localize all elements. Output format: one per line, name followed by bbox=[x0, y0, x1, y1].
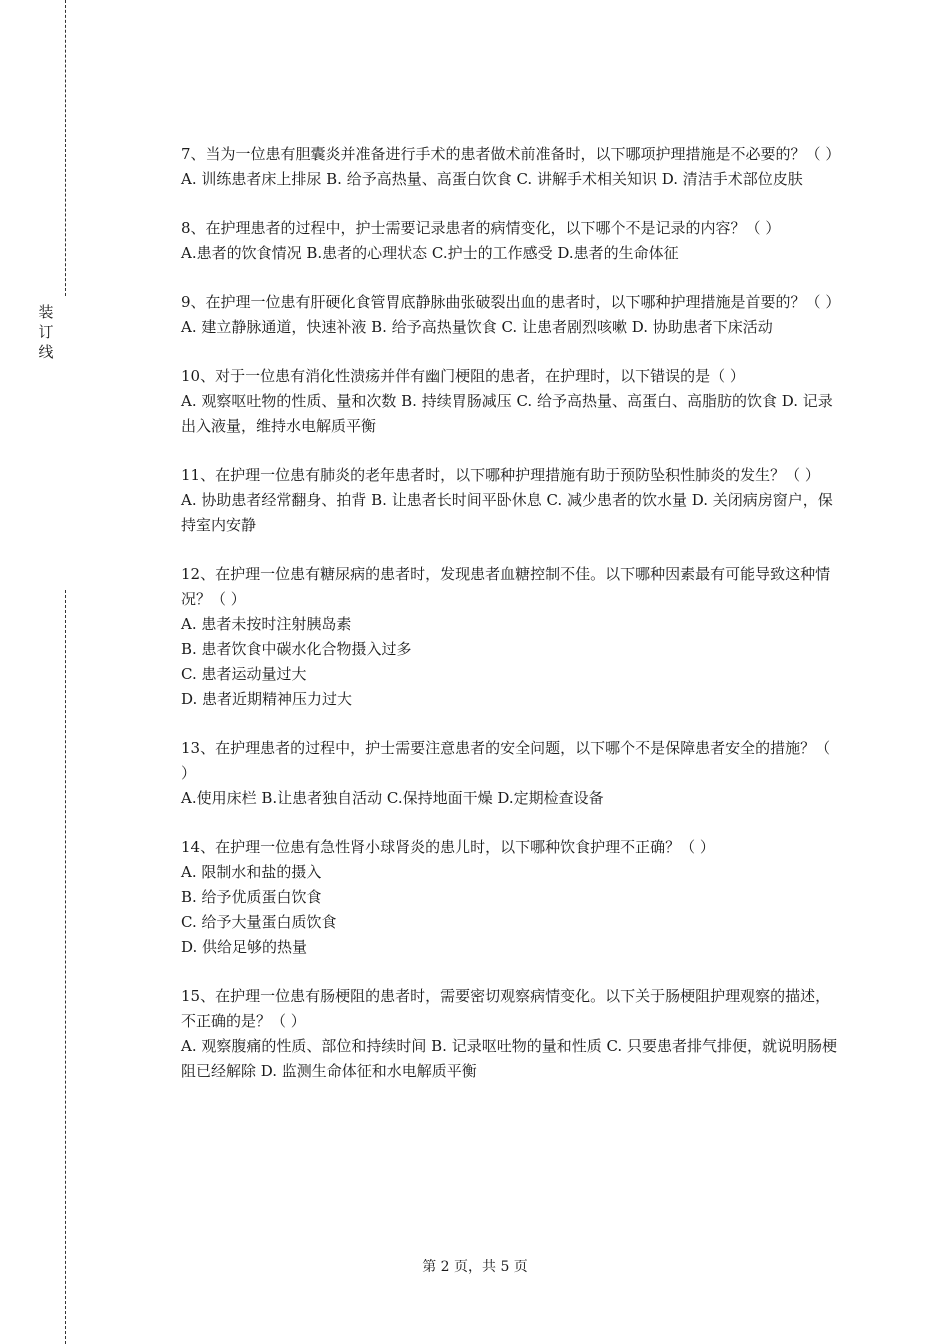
question-options: A. 观察呕吐物的性质、量和次数 B. 持续胃肠减压 C. 给予高热量、高蛋白、高脂肪的饮食 D. 记录出入液量，维持水电解质平衡 bbox=[181, 392, 833, 435]
question-14 bbox=[181, 835, 841, 960]
page-footer: 第 2 页，共 5 页 bbox=[422, 1259, 528, 1275]
question-stem: 15、在护理一位患有肠梗阻的患者时，需要密切观察病情变化。以下关于肠梗阻护理观察的描述，不正确的是？（ ） bbox=[181, 987, 831, 1030]
question-list bbox=[181, 142, 841, 1108]
question-12 bbox=[181, 562, 841, 712]
question-8 bbox=[181, 216, 841, 266]
binding-dashed-line-bottom bbox=[65, 590, 66, 1344]
question-options: A.患者的饮食情况 B.患者的心理状态 C.护士的工作感受 D.患者的生命体征 bbox=[181, 244, 679, 262]
question-15 bbox=[181, 984, 841, 1084]
question-10 bbox=[181, 364, 841, 439]
question-option-a: A. 患者未按时注射胰岛素 bbox=[181, 615, 352, 633]
binding-label-char: 订 bbox=[38, 323, 54, 341]
question-options: A.使用床栏 B.让患者独自活动 C.保持地面干燥 D.定期检查设备 bbox=[181, 789, 604, 807]
question-options: A. 训练患者床上排尿 B. 给予高热量、高蛋白饮食 C. 讲解手术相关知识 D. 清洁手术部位皮肤 bbox=[181, 170, 803, 188]
question-option-d: D. 患者近期精神压力过大 bbox=[181, 690, 353, 708]
question-option-b: B. 患者饮食中碳水化合物摄入过多 bbox=[181, 640, 412, 658]
question-9 bbox=[181, 290, 841, 340]
question-options: A. 观察腹痛的性质、部位和持续时间 B. 记录呕吐物的量和性质 C. 只要患者排气排便，就说明肠梗阻已经解除 D. 监测生命体征和水电解质平衡 bbox=[181, 1037, 837, 1080]
question-option-c: C. 患者运动量过大 bbox=[181, 665, 307, 683]
question-stem: 13、在护理患者的过程中，护士需要注意患者的安全问题，以下哪个不是保障患者安全的措施？（ ） bbox=[181, 739, 831, 782]
question-11 bbox=[181, 463, 841, 538]
question-option-c: C. 给予大量蛋白质饮食 bbox=[181, 913, 337, 931]
question-options: A. 建立静脉通道，快速补液 B. 给予高热量饮食 C. 让患者剧烈咳嗽 D. 协助患者下床活动 bbox=[181, 318, 773, 336]
binding-label-char: 线 bbox=[38, 343, 54, 361]
question-stem: 9、在护理一位患有肝硬化食管胃底静脉曲张破裂出血的患者时，以下哪种护理措施是首要的？（ ） bbox=[181, 293, 841, 311]
question-options: A. 协助患者经常翻身、拍背 B. 让患者长时间平卧休息 C. 减少患者的饮水量 D. 关闭病房窗户，保持室内安静 bbox=[181, 491, 833, 534]
question-stem: 14、在护理一位患有急性肾小球肾炎的患儿时，以下哪种饮食护理不正确？（ ） bbox=[181, 838, 715, 856]
question-7 bbox=[181, 142, 841, 192]
binding-label-char: 装 bbox=[38, 303, 54, 321]
question-option-a: A. 限制水和盐的摄入 bbox=[181, 863, 322, 881]
question-stem: 12、在护理一位患有糖尿病的患者时，发现患者血糖控制不佳。以下哪种因素最有可能导致这种情况？（ ） bbox=[181, 565, 831, 608]
question-option-b: B. 给予优质蛋白饮食 bbox=[181, 888, 322, 906]
binding-dashed-line-top bbox=[65, 0, 66, 296]
binding-label bbox=[36, 302, 56, 362]
question-stem: 7、当为一位患有胆囊炎并准备进行手术的患者做术前准备时，以下哪项护理措施是不必要的？（ ） bbox=[181, 145, 841, 163]
question-stem: 11、在护理一位患有肺炎的老年患者时，以下哪种护理措施有助于预防坠积性肺炎的发生？（ ） bbox=[181, 466, 820, 484]
question-13 bbox=[181, 736, 841, 811]
question-option-d: D. 供给足够的热量 bbox=[181, 938, 308, 956]
question-stem: 10、对于一位患有消化性溃疡并伴有幽门梗阻的患者，在护理时，以下错误的是（ ） bbox=[181, 367, 745, 385]
question-stem: 8、在护理患者的过程中，护士需要记录患者的病情变化，以下哪个不是记录的内容？（ ） bbox=[181, 219, 781, 237]
